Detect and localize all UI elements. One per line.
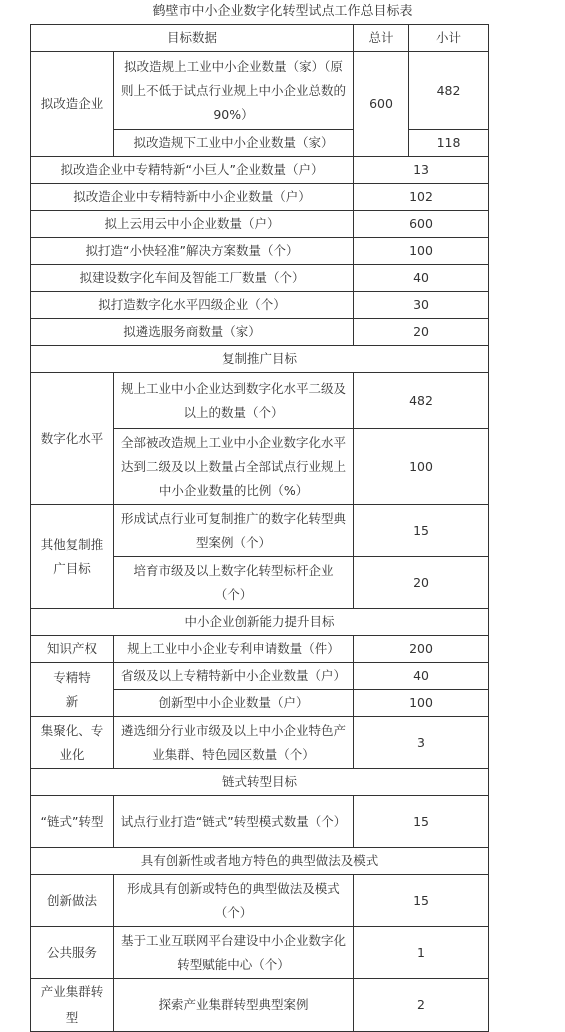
table-row: [31, 52, 489, 130]
row-value: 1: [354, 927, 489, 979]
row-label: 拟改造规下工业中小企业数量（家）: [114, 130, 354, 157]
group-label: 创新做法: [31, 875, 114, 927]
section-title: 具有创新性或者地方特色的典型做法及模式: [31, 848, 489, 875]
row-value: 15: [354, 505, 489, 557]
target-table: [30, 24, 489, 1032]
row-label: 拟改造规上工业中小企业数量（家）（原则上不低于试点行业规上中小企业总数的90%）: [114, 52, 354, 130]
group-label: 数字化水平: [31, 373, 114, 505]
row-label: 拟建设数字化车间及智能工厂数量（个）: [31, 265, 354, 292]
row-label: 形成具有创新或特色的典型做法及模式（个）: [114, 875, 354, 927]
table-row: [31, 663, 489, 690]
section-title: 链式转型目标: [31, 769, 489, 796]
group-label: 知识产权: [31, 636, 114, 663]
group-label: 其他复制推广目标: [31, 505, 114, 609]
row-label: 拟改造企业中专精特新“小巨人”企业数量（户）: [31, 157, 354, 184]
table-title: 鹤壁市中小企业数字化转型试点工作总目标表: [152, 4, 413, 19]
row-label: 试点行业打造“链式”转型模式数量（个）: [114, 796, 354, 848]
row-value: 13: [354, 157, 489, 184]
row-value: 482: [409, 52, 489, 130]
row-value: 200: [354, 636, 489, 663]
row-value: 15: [354, 796, 489, 848]
table-row: [31, 373, 489, 429]
table-row: [31, 211, 489, 238]
table-row: [31, 157, 489, 184]
row-label: 拟上云用云中小企业数量（户）: [31, 211, 354, 238]
group-label: 产业集群转型: [31, 979, 114, 1032]
group-label: “链式”转型: [31, 796, 114, 848]
row-value: 20: [354, 319, 489, 346]
row-value: 40: [354, 663, 489, 690]
table-row: [31, 636, 489, 663]
row-label: 拟打造“小快轻准”解决方案数量（个）: [31, 238, 354, 265]
table-row: [31, 927, 489, 979]
row-value: 100: [354, 690, 489, 717]
table-row: [31, 238, 489, 265]
group-label: 专精特新: [31, 663, 114, 717]
row-label: 基于工业互联网平台建设中小企业数字化转型赋能中心（个）: [114, 927, 354, 979]
row-value: 102: [354, 184, 489, 211]
header-total: 总计: [354, 25, 409, 52]
table-row: [31, 319, 489, 346]
table-row: [31, 505, 489, 557]
table-row: [31, 875, 489, 927]
section-row: [31, 346, 489, 373]
row-label: 遴选细分行业市级及以上中小企业特色产业集群、特色园区数量（个）: [114, 717, 354, 769]
total-value: 600: [354, 52, 409, 157]
section-row: [31, 769, 489, 796]
table-row: [31, 184, 489, 211]
row-value: 100: [354, 429, 489, 505]
section-title: 中小企业创新能力提升目标: [31, 609, 489, 636]
row-label: 省级及以上专精特新中小企业数量（户）: [114, 663, 354, 690]
row-label: 培育市级及以上数字化转型标杆企业（个）: [114, 557, 354, 609]
group-label: 拟改造企业: [31, 52, 114, 157]
row-label: 拟打造数字化水平四级企业（个）: [31, 292, 354, 319]
table-row: [31, 265, 489, 292]
table-row: [31, 292, 489, 319]
section-row: [31, 609, 489, 636]
row-value: 100: [354, 238, 489, 265]
header-target-data: 目标数据: [31, 25, 354, 52]
header-subtotal: 小计: [409, 25, 489, 52]
section-row: [31, 848, 489, 875]
row-label: 探索产业集群转型典型案例: [114, 979, 354, 1032]
row-value: 15: [354, 875, 489, 927]
table-row: [31, 717, 489, 769]
row-value: 482: [354, 373, 489, 429]
row-value: 2: [354, 979, 489, 1032]
table-header-row: [31, 25, 489, 52]
row-label: 拟改造企业中专精特新中小企业数量（户）: [31, 184, 354, 211]
row-value: 40: [354, 265, 489, 292]
row-label: 形成试点行业可复制推广的数字化转型典型案例（个）: [114, 505, 354, 557]
row-label: 规上工业中小企业达到数字化水平二级及以上的数量（个）: [114, 373, 354, 429]
section-title: 复制推广目标: [31, 346, 489, 373]
group-label: 公共服务: [31, 927, 114, 979]
row-label: 创新型中小企业数量（户）: [114, 690, 354, 717]
row-label: 全部被改造规上工业中小企业数字化水平达到二级及以上数量占全部试点行业规上中小企业数量的比例（%）: [114, 429, 354, 505]
group-label: 集聚化、专业化: [31, 717, 114, 769]
row-value: 3: [354, 717, 489, 769]
row-value: 30: [354, 292, 489, 319]
row-value: 20: [354, 557, 489, 609]
row-label: 规上工业中小企业专利申请数量（件）: [114, 636, 354, 663]
row-value: 600: [354, 211, 489, 238]
row-value: 118: [409, 130, 489, 157]
table-row: [31, 796, 489, 848]
row-label: 拟遴选服务商数量（家）: [31, 319, 354, 346]
